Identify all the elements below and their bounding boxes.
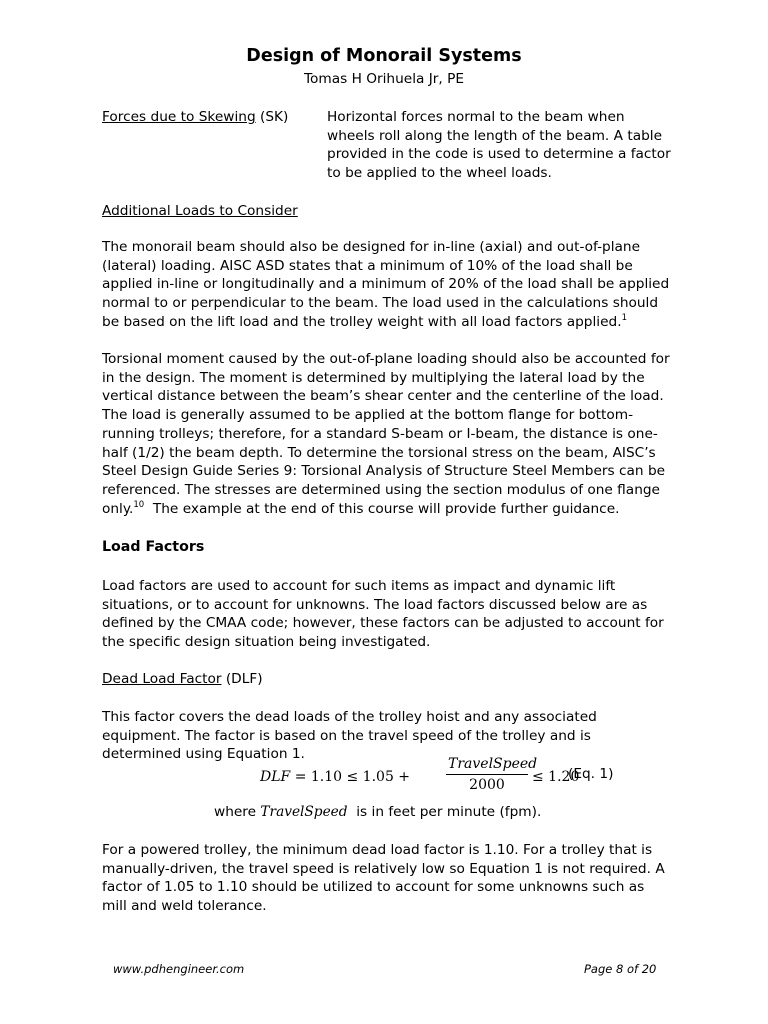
additional-loads-heading [102, 202, 672, 221]
where-suffix: is in feet per minute (fpm). [347, 804, 542, 820]
dead-load-factor-abbr: (DLF) [225, 671, 263, 687]
additional-loads-paragraph-2 [102, 350, 672, 518]
footnote-ref: 10 [133, 499, 145, 510]
equation-rhs: ≤ 1.20 [532, 769, 580, 785]
footer-website: www.pdhengineer.com [113, 962, 245, 976]
dead-load-factor-heading [102, 670, 672, 689]
skewing-term-label: Forces due to Skewing [102, 109, 256, 125]
load-factors-paragraph: Load factors are used to account for such items as impact and dynamic lift situations, or to account for unknowns. The load factors discussed below are as defined by the CMAA code; however, these factors can be adjusted to account for the specific design situation being investigated. [102, 578, 664, 651]
equation-label: (Eq. 1) [568, 766, 614, 782]
footnote-ref: 1 [621, 312, 627, 323]
skewing-abbr: (SK) [260, 109, 289, 125]
load-factors-heading: Load Factors [102, 539, 205, 555]
equation-fraction [446, 756, 538, 793]
document-title: Design of Monorail Systems [246, 46, 522, 66]
equation-lhs: DLF = 1.10 ≤ 1.05 + [260, 769, 411, 785]
dead-load-factor-paragraph-1: This factor covers the dead loads of the trolley hoist and any associated equipment. The factor is based on the travel speed of the trolley and is determined using Equation 1. [102, 709, 597, 763]
dead-load-factor-paragraph-2: For a powered trolley, the minimum dead load factor is 1.10. For a trolley that is manually-driven, the travel speed is relatively low so Equation 1 is not required. A factor of 1.05 to 1.10 should be utilized to account for some unknowns such as mill and weld tolerance. [102, 842, 665, 915]
where-variable: TravelSpeed [260, 804, 348, 820]
additional-loads-heading-text: Additional Loads to Consider [102, 203, 298, 219]
additional-loads-p2-tail: The example at the end of this course will provide further guidance. [144, 500, 620, 517]
author-line: Tomas H Orihuela Jr, PE [303, 71, 465, 87]
additional-loads-paragraph-1 [102, 238, 672, 332]
skewing-term [102, 108, 322, 127]
skewing-definition: Horizontal forces normal to the beam when wheels roll along the length of the beam. A table provided in the code is used to determine a factor to be applied to the wheel loads. [327, 109, 671, 182]
equation-denominator: 2000 [469, 777, 505, 793]
dead-load-factor-term: Dead Load Factor [102, 671, 222, 687]
additional-loads-p1-text: The monorail beam should also be designed for in-line (axial) and out-of-plane (lateral) loading. AISC ASD states that a minimum of 10% of the load shall be applied in-line or longitudinally and a minimum of 20% of the load shall be applied normal to or perpendicular to the beam. The load used in the calculations should be based on the lift load and the trolley weight with all load factors applied. [102, 239, 670, 330]
equation-1 [260, 756, 580, 800]
footer-page-number: Page 8 of 20 [584, 962, 657, 976]
equation-where-clause [214, 803, 541, 822]
equation-numerator: TravelSpeed [446, 756, 528, 775]
where-prefix: where [214, 804, 261, 820]
additional-loads-p2-text: Torsional moment caused by the out-of-plane loading should also be accounted for in the design. The moment is determined by multiplying the lateral load by the vertical distance between the beam’s shear center and the centerline of the load. The load is generally assumed to be applied at the bottom flange for bottom-running trolleys; therefore, for a standard S-beam or I-beam, the distance is one-half (1/2) the beam depth. To determine the torsional stress on the beam, AISC’s Steel Design Guide Series 9: Torsional Analysis of Structure Steel Members can be referenced. The stresses are determined using the section modulus of one flange only. [102, 351, 670, 517]
